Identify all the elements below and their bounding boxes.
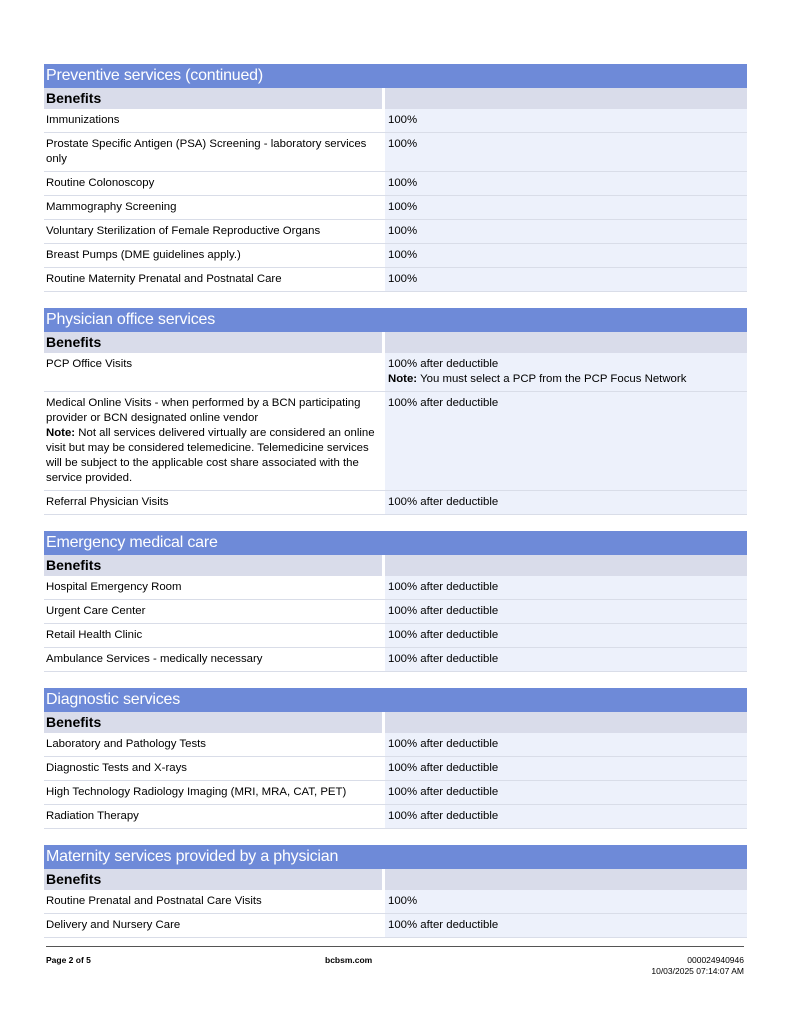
coverage-cell xyxy=(385,890,747,913)
note-text: You must select a PCP from the PCP Focus Network xyxy=(417,373,687,385)
column-header-coverage xyxy=(385,712,747,733)
table-row xyxy=(44,890,747,914)
benefit-section xyxy=(44,308,747,515)
coverage-cell xyxy=(385,648,747,671)
column-header-benefits: Benefits xyxy=(44,555,382,576)
benefit-cell xyxy=(44,600,382,623)
benefit-cell xyxy=(44,805,382,828)
benefit-cell xyxy=(44,220,382,243)
benefit-cell xyxy=(44,576,382,599)
coverage-cell xyxy=(385,914,747,937)
table-row xyxy=(44,196,747,220)
document-stamp xyxy=(651,955,744,977)
coverage-value: 100% after deductible xyxy=(388,810,499,822)
coverage-cell xyxy=(385,133,747,171)
section-title: Maternity services provided by a physician xyxy=(44,845,747,869)
section-title: Diagnostic services xyxy=(44,688,747,712)
benefit-name: Diagnostic Tests and X-rays xyxy=(46,762,187,774)
column-header-benefits: Benefits xyxy=(44,869,382,890)
benefit-name: Urgent Care Center xyxy=(46,605,146,617)
coverage-cell xyxy=(385,733,747,756)
benefit-cell xyxy=(44,353,382,391)
benefit-name: Routine Colonoscopy xyxy=(46,177,155,189)
coverage-cell xyxy=(385,268,747,291)
coverage-cell xyxy=(385,353,747,391)
coverage-cell xyxy=(385,244,747,267)
benefit-name: Breast Pumps (DME guidelines apply.) xyxy=(46,249,241,261)
benefit-name: Retail Health Clinic xyxy=(46,629,143,641)
column-header-coverage xyxy=(385,332,747,353)
benefit-name: Mammography Screening xyxy=(46,201,177,213)
column-header-coverage xyxy=(385,869,747,890)
benefit-name: Laboratory and Pathology Tests xyxy=(46,738,206,750)
table-row xyxy=(44,491,747,515)
coverage-value: 100% xyxy=(388,273,418,285)
document-id: 000024940946 xyxy=(687,955,744,965)
coverage-value: 100% after deductible xyxy=(388,629,499,641)
benefit-cell xyxy=(44,109,382,132)
table-row xyxy=(44,648,747,672)
table-row xyxy=(44,781,747,805)
benefit-name: Radiation Therapy xyxy=(46,810,139,822)
table-header xyxy=(44,712,747,733)
benefit-name: Immunizations xyxy=(46,114,120,126)
benefit-name: Voluntary Sterilization of Female Reproductive Organs xyxy=(46,225,321,237)
benefit-name: Routine Maternity Prenatal and Postnatal Care xyxy=(46,273,282,285)
benefit-name: Routine Prenatal and Postnatal Care Visits xyxy=(46,895,262,907)
table-header xyxy=(44,555,747,576)
benefit-cell xyxy=(44,733,382,756)
coverage-value: 100% after deductible xyxy=(388,358,499,370)
coverage-cell xyxy=(385,781,747,804)
benefit-cell xyxy=(44,133,382,171)
benefit-cell xyxy=(44,648,382,671)
coverage-value: 100% xyxy=(388,177,418,189)
benefit-cell xyxy=(44,781,382,804)
coverage-value: 100% xyxy=(388,201,418,213)
coverage-value: 100% after deductible xyxy=(388,919,499,931)
coverage-cell xyxy=(385,624,747,647)
benefit-cell xyxy=(44,172,382,195)
coverage-cell xyxy=(385,109,747,132)
coverage-value: 100% after deductible xyxy=(388,397,499,409)
coverage-cell xyxy=(385,805,747,828)
table-row xyxy=(44,757,747,781)
coverage-cell xyxy=(385,757,747,780)
coverage-value: 100% xyxy=(388,114,418,126)
section-title: Physician office services xyxy=(44,308,747,332)
benefits-document xyxy=(44,64,747,954)
coverage-value: 100% after deductible xyxy=(388,653,499,665)
table-row xyxy=(44,133,747,172)
footer-rule xyxy=(46,946,744,947)
table-row xyxy=(44,172,747,196)
note-label: Note: xyxy=(388,373,418,385)
benefit-cell xyxy=(44,196,382,219)
table-row xyxy=(44,353,747,392)
table-row xyxy=(44,914,747,938)
coverage-value: 100% after deductible xyxy=(388,581,499,593)
table-row xyxy=(44,624,747,648)
page-footer xyxy=(46,946,744,976)
benefit-name: Ambulance Services - medically necessary xyxy=(46,653,263,665)
coverage-value: 100% after deductible xyxy=(388,738,499,750)
table-header xyxy=(44,88,747,109)
benefit-name: Prostate Specific Antigen (PSA) Screening - laboratory services only xyxy=(46,138,367,165)
benefit-section xyxy=(44,688,747,829)
section-title: Emergency medical care xyxy=(44,531,747,555)
coverage-value: 100% xyxy=(388,895,418,907)
coverage-value: 100% after deductible xyxy=(388,786,499,798)
benefit-cell xyxy=(44,624,382,647)
benefit-name: Medical Online Visits - when performed by a BCN participating provider or BCN designated online vendor xyxy=(46,397,361,424)
benefit-section xyxy=(44,64,747,292)
table-row xyxy=(44,392,747,491)
benefit-cell xyxy=(44,757,382,780)
coverage-value: 100% xyxy=(388,249,418,261)
coverage-cell xyxy=(385,576,747,599)
coverage-cell xyxy=(385,196,747,219)
coverage-value: 100% after deductible xyxy=(388,496,499,508)
column-header-benefits: Benefits xyxy=(44,88,382,109)
benefit-name: PCP Office Visits xyxy=(46,358,133,370)
coverage-cell xyxy=(385,392,747,490)
benefit-name: Referral Physician Visits xyxy=(46,496,169,508)
note-label: Note: xyxy=(46,427,76,439)
benefit-cell xyxy=(44,244,382,267)
benefit-cell xyxy=(44,392,382,490)
coverage-value: 100% xyxy=(388,138,418,150)
benefit-section xyxy=(44,531,747,672)
table-row xyxy=(44,805,747,829)
table-row xyxy=(44,600,747,624)
benefit-cell xyxy=(44,268,382,291)
table-row xyxy=(44,733,747,757)
table-row xyxy=(44,220,747,244)
coverage-cell xyxy=(385,172,747,195)
print-timestamp: 10/03/2025 07:14:07 AM xyxy=(651,966,744,976)
benefit-note xyxy=(46,426,380,486)
benefit-name: Hospital Emergency Room xyxy=(46,581,182,593)
benefit-name: High Technology Radiology Imaging (MRI, MRA, CAT, PET) xyxy=(46,786,347,798)
note-text: Not all services delivered virtually are considered an online visit but may be considered telemedicine. Telemedicine services will be subject to the applicable cost share associated with the service provided. xyxy=(46,427,375,484)
page-number: Page 2 of 5 xyxy=(46,955,91,965)
column-header-benefits: Benefits xyxy=(44,712,382,733)
column-header-benefits: Benefits xyxy=(44,332,382,353)
section-title: Preventive services (continued) xyxy=(44,64,747,88)
benefit-name: Delivery and Nursery Care xyxy=(46,919,181,931)
coverage-cell xyxy=(385,491,747,514)
site-link[interactable]: bcbsm.com xyxy=(325,955,373,965)
table-header xyxy=(44,869,747,890)
table-row xyxy=(44,244,747,268)
coverage-value: 100% after deductible xyxy=(388,605,499,617)
benefit-section xyxy=(44,845,747,938)
benefit-cell xyxy=(44,914,382,937)
coverage-value: 100% xyxy=(388,225,418,237)
table-row xyxy=(44,576,747,600)
table-row xyxy=(44,268,747,292)
coverage-cell xyxy=(385,220,747,243)
column-header-coverage xyxy=(385,88,747,109)
benefit-cell xyxy=(44,890,382,913)
column-header-coverage xyxy=(385,555,747,576)
coverage-note xyxy=(388,372,744,387)
coverage-cell xyxy=(385,600,747,623)
table-header xyxy=(44,332,747,353)
benefit-cell xyxy=(44,491,382,514)
coverage-value: 100% after deductible xyxy=(388,762,499,774)
table-row xyxy=(44,109,747,133)
